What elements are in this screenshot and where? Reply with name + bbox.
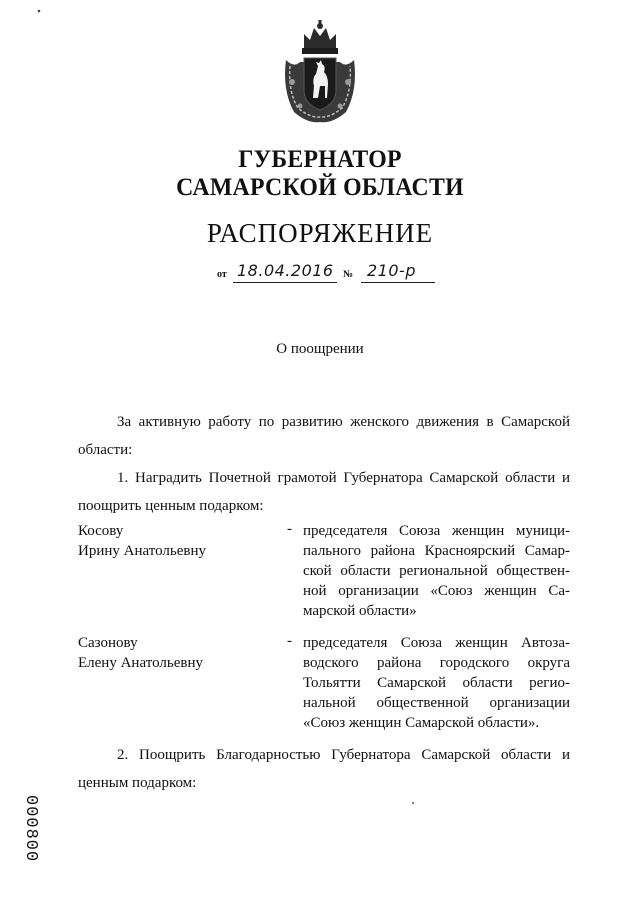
item2-line2: ценным подарком:: [78, 775, 197, 791]
awardee-2-desc-line: «Союз женщин Самарской области».: [303, 715, 540, 731]
awardee-2-desc-line: водского района городского округа: [303, 655, 570, 671]
awardee-1-desc-line: председателя Союза женщин муници-: [303, 523, 570, 539]
awardee-1-desc-line: ной организации «Союз женщин Са-: [303, 583, 570, 599]
date-value: 18.04.2016: [237, 261, 334, 280]
date-underline: [233, 282, 337, 283]
awardee-2-surname: Сазонову: [78, 635, 138, 651]
awardee-1-desc-line: марской области»: [303, 603, 417, 619]
awardee-2-desc-line: Тольятти Самарской области регио-: [303, 675, 570, 691]
item1-line1: 1. Наградить Почетной грамотой Губернатора Самарской области и: [117, 470, 570, 486]
coat-of-arms-emblem: [280, 20, 360, 125]
item2-line1: 2. Поощрить Благодарностью Губернатора Самарской области и: [117, 747, 570, 763]
scan-speck: [410, 800, 416, 806]
item1-line2: поощрить ценным подарком:: [78, 498, 264, 514]
date-number-line: [215, 261, 445, 285]
document-type: РАСПОРЯЖЕНИЕ: [206, 218, 434, 248]
awardee-1-desc-line: пального района Красноярский Самар-: [303, 543, 570, 559]
region-title: САМАРСКОЙ ОБЛАСТИ: [176, 174, 464, 201]
intro-paragraph-line2: области:: [78, 442, 133, 458]
intro-paragraph-line1: За активную работу по развитию женского движения в Самарской: [117, 414, 570, 430]
awardee-1-surname: Косову: [78, 523, 124, 539]
scan-speck: [36, 8, 42, 14]
awardee-2-name: Елену Анатольевну: [78, 655, 203, 671]
number-value: 210-р: [367, 261, 416, 280]
awardee-1-desc-line: ской области региональной обществен-: [303, 563, 570, 579]
number-label: №: [343, 269, 354, 280]
governor-title: ГУБЕРНАТОР: [238, 146, 402, 173]
awardee-2-desc-line: нальной общественной организации: [303, 695, 570, 711]
awardee-1-name: Ирину Анатольевну: [78, 543, 207, 559]
awardee-2-dash: -: [287, 633, 292, 649]
awardee-1-dash: -: [287, 521, 292, 537]
awardee-2-desc-line: председателя Союза женщин Автоза-: [303, 635, 570, 651]
subject-line: О поощрении: [276, 341, 364, 357]
date-label: от: [217, 269, 227, 280]
side-archive-number: 000800: [21, 795, 40, 863]
number-underline: [361, 282, 435, 283]
